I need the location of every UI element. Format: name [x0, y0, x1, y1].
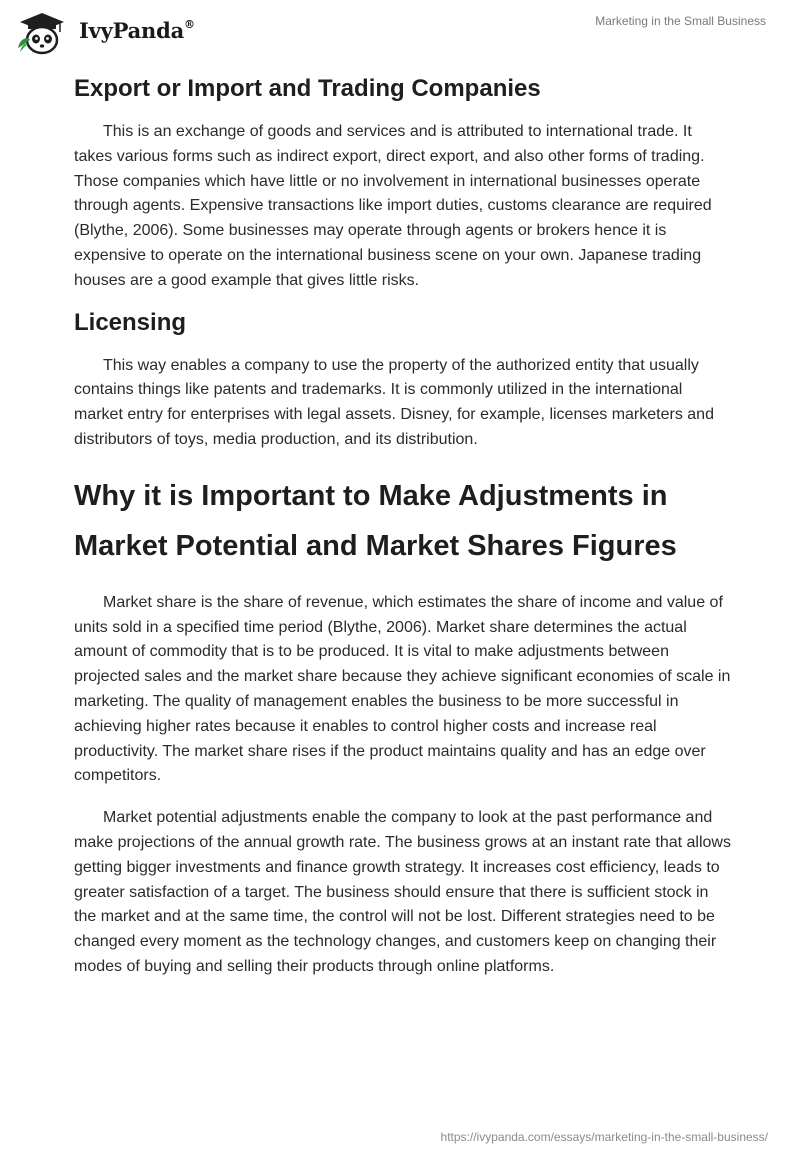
section-heading-export-import: Export or Import and Trading Companies: [74, 75, 541, 102]
paragraph-market-potential: Market potential adjustments enable the company to look at the past performance and make projections of the annual growth rate. The business grows at an instant rate that allows getting bigger investments and finance growth strategy. It increases cost efficiency, leads to greater satisfaction of a target. The business should ensure that there is sufficient stock in the market and at the same time, the control will not be lost. Different strategies need to be changed every moment as the technology changes, and customers keep on changing their modes of buying and selling their products through online platforms.: [74, 809, 731, 975]
brand-name[interactable]: [79, 18, 195, 43]
article-body: [74, 72, 734, 980]
paragraph-market-share: Market share is the share of revenue, which estimates the share of income and value of units sold in a specified time period (Blythe, 2006). Market share determines the actual amount of commodity that is to be produced. It is vital to make adjustments between projected sales and the market share because they achieve significant economies of scale in marketing. The quality of management enables the business to be more successful in achieving higher rates because it enables to control higher costs and increase real productivity. The market share rises if the product maintains quality and has an edge over competitors.: [74, 593, 731, 785]
document-title: Marketing in the Small Business: [595, 14, 766, 28]
page-header: [0, 0, 800, 64]
section-heading-adjustments: Why it is Important to Make Adjustments in Market Potential and Market Shares Figures: [74, 479, 677, 562]
paragraph-export-import: This is an exchange of goods and services and is attributed to international trade. It takes various forms such as indirect export, direct export, and also other forms of trading. Those companies which have little or no involvement in international businesses operate through agents. Expensive transactions like import duties, customs clearance are required (Blythe, 2006). Some businesses may operate through agents or brokers hence it is expensive to operate on the international business scene on your own. Japanese trading houses are a good example that gives little risks.: [74, 123, 712, 289]
section-heading-licensing: Licensing: [74, 308, 187, 336]
brand-name-text: IvyPanda: [79, 18, 185, 43]
ivypanda-logo-icon[interactable]: [16, 10, 72, 56]
paragraph-licensing: This way enables a company to use the property of the authorized entity that usually contains things like patents and trademarks. It is commonly utilized in the international market entry for enterprises with legal assets. Disney, for example, licenses marketers and distributors of toys, media production, and its distribution.: [74, 356, 714, 448]
registered-mark: ®: [184, 18, 195, 31]
footer-url-link[interactable]: https://ivypanda.com/essays/marketing-in-the-small-business/: [440, 1130, 768, 1144]
